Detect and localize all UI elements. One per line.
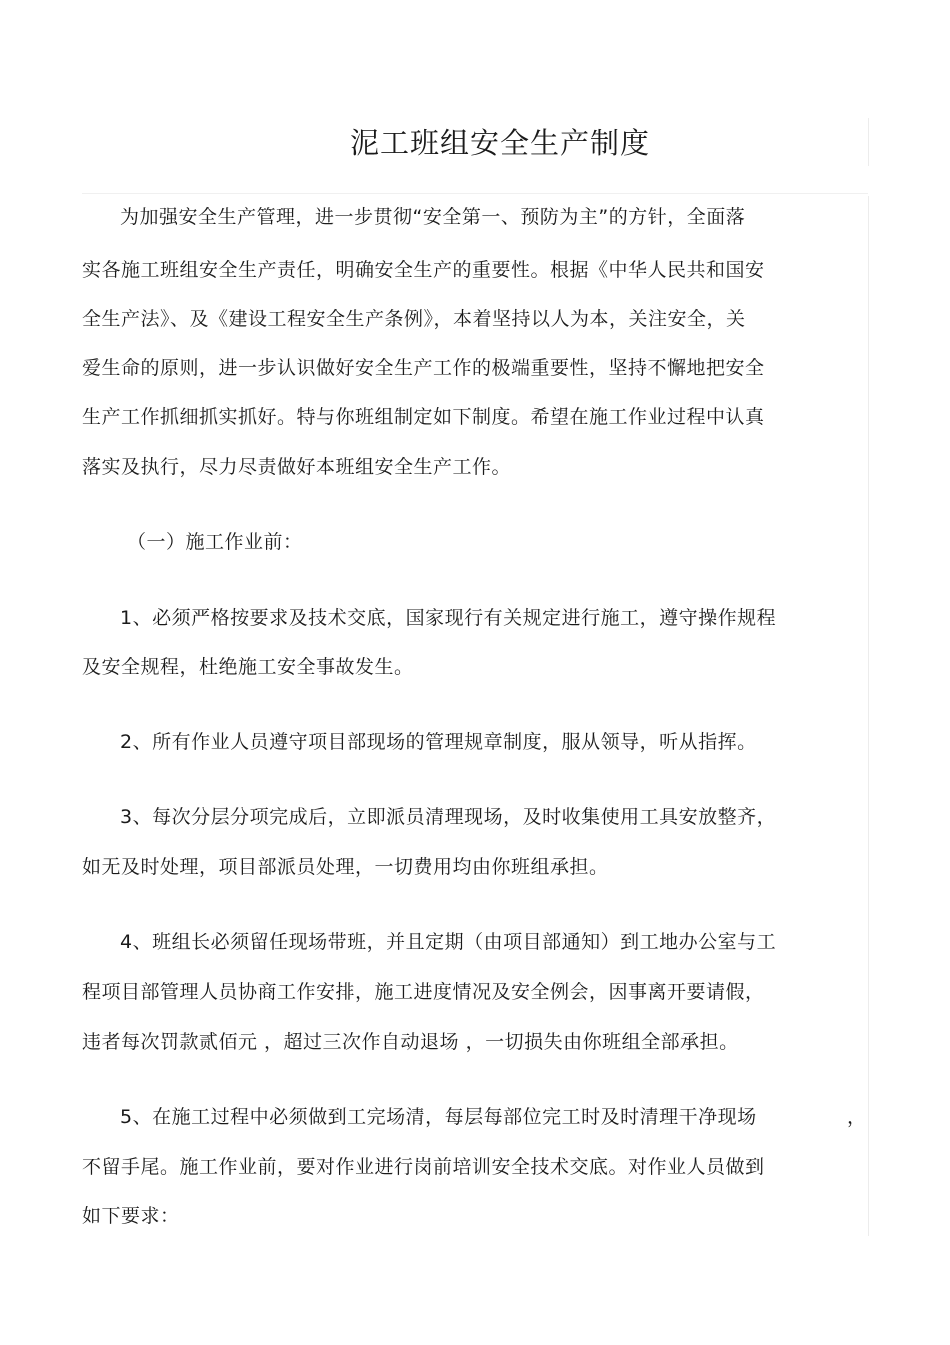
trailing-punctuation: ， bbox=[847, 1106, 867, 1128]
item-line: 如无及时处理，项目部派员处理，一切费用均由你班组承担。 bbox=[82, 856, 609, 878]
item-line: 程项目部管理人员协商工作安排，施工进度情况及安全例会，因事离开要请假， bbox=[82, 981, 765, 1003]
document-title: 泥工班组安全生产制度 bbox=[349, 126, 650, 160]
item-line: 违者每次罚款贰佰元 ，超过三次作自动退场 ，一切损失由你班组全部承担。 bbox=[82, 1031, 739, 1053]
item-line: 4、班组长必须留任现场带班，并且定期（由项目部通知）到工地办公室与工 bbox=[120, 931, 777, 953]
intro-line: 生产工作抓细抓实抓好。特与你班组制定如下制度。希望在施工作业过程中认真 bbox=[82, 406, 765, 428]
intro-line: 落实及执行，尽力尽责做好本班组安全生产工作。 bbox=[82, 456, 512, 478]
item-line: 及安全规程，杜绝施工安全事故发生。 bbox=[82, 656, 414, 678]
title-divider bbox=[82, 193, 868, 194]
section-heading: （一）施工作业前： bbox=[127, 531, 303, 553]
item-line: 3、每次分层分项完成后，立即派员清理现场，及时收集使用工具安放整齐， bbox=[120, 806, 777, 828]
item-line: 2、所有作业人员遵守项目部现场的管理规章制度，服从领导，听从指挥。 bbox=[120, 731, 757, 753]
intro-line: 实各施工班组安全生产责任，明确安全生产的重要性。根据《中华人民共和国安 bbox=[82, 259, 765, 281]
intro-line: 爱生命的原则，进一步认识做好安全生产工作的极端重要性，坚持不懈地把安全 bbox=[82, 357, 765, 379]
item-line: 如下要求： bbox=[82, 1205, 180, 1227]
item-line: 5、在施工过程中必须做到工完场清，每层每部位完工时及时清理干净现场 bbox=[120, 1106, 757, 1128]
intro-line: 全生产法》、及《建设工程安全生产条例》，本着坚持以人为本，关注安全，关 bbox=[82, 308, 746, 330]
margin-rule bbox=[868, 196, 869, 1236]
item-line: 不留手尾。施工作业前，要对作业进行岗前培训安全技术交底。对作业人员做到 bbox=[82, 1156, 765, 1178]
item-line: 1、必须严格按要求及技术交底，国家现行有关规定进行施工，遵守操作规程 bbox=[120, 607, 777, 629]
intro-line: 为加强安全生产管理，进一步贯彻“安全第一、预防为主”的方针，全面落 bbox=[120, 206, 746, 228]
